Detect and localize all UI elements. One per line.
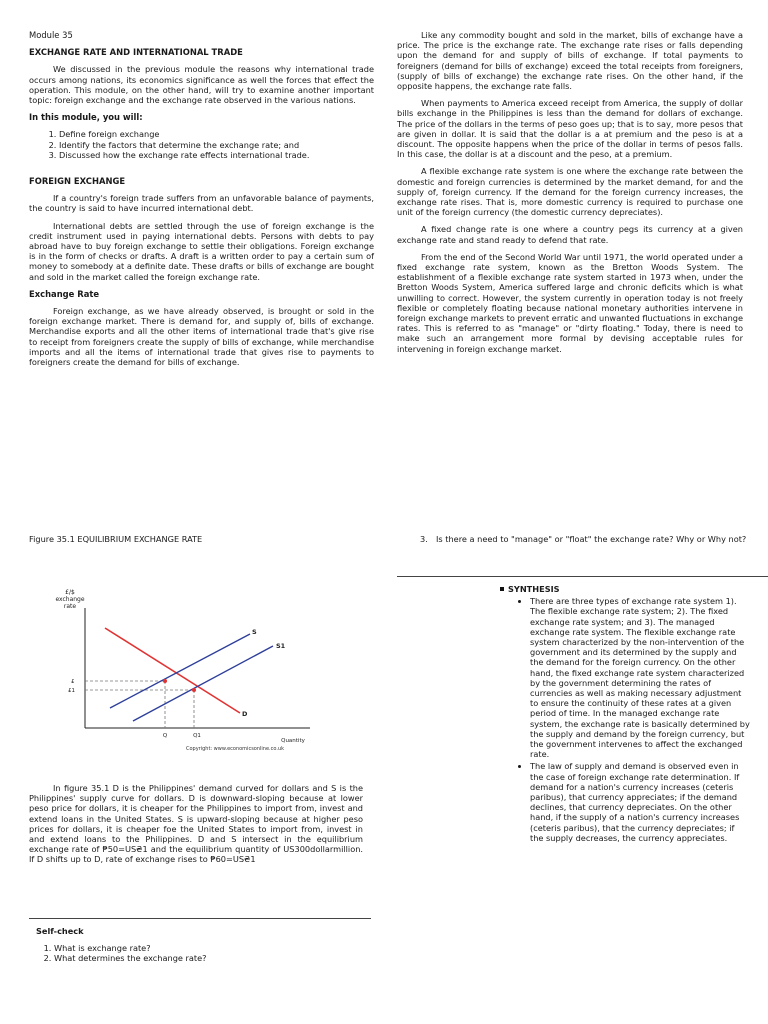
tick-label-p: £ xyxy=(71,679,75,685)
equilibrium-point-1 xyxy=(163,679,167,683)
label-d: D xyxy=(242,710,248,718)
self-check-title: Self-check xyxy=(36,926,84,936)
intro-paragraph: We discussed in the previous module the reasons why international trade occurs among nations, its economics significance as well the forces that effect the operation. This module, on the other hand, will try to examine another important topic: foreign exchange and the exchange rate observed in the various nations. xyxy=(29,64,374,106)
objective-item: 2. Identify the factors that determine the exchange rate; and xyxy=(59,140,374,150)
right-paragraph-1: Like any commodity bought and sold in the market, bills of exchange have a price. The price is the exchange rate. The exchange rate rises or falls depending upon the demand for and supply of bills of exchange. If total payments to foreigners (demand for bills of exchange) exceed the total receipts from foreigners, (supply of bills of exchange) the exchange rate rises. On the other hand, if the opposite happens, the exchange rate falls. xyxy=(397,30,743,92)
bretton-woods-paragraph: From the end of the Second World War until 1971, the world operated under a fixed exchange rate system, known as the Bretton Woods System. The establishment of a flexible exchange rate system started in 1973 when, under the Bretton Woods System, America suffered large and chronic deficits which is what unwilling to correct. However, the system currently in operation today is not freely flexible or completely floating because national monetary authorities intervene in foreign exchange markets to prevent erratic and unwanted fluctuations in exchange rates. This is referred to as "manage" or "dirty floating." Today, there is need to make such an arrangement more formal by devising acceptable rules for intervening in foreign exchange market. xyxy=(397,251,743,354)
divider-left xyxy=(29,918,371,919)
y-axis-label-2: exchange xyxy=(55,596,85,603)
y-axis-label-1: £/$ xyxy=(65,589,75,596)
label-s: S xyxy=(252,628,257,636)
synthesis-section xyxy=(500,584,750,845)
tick-label-q: Q xyxy=(162,733,168,739)
self-check-question: 2. What determines the exchange rate? xyxy=(54,953,366,963)
synthesis-title-text: SYNTHESIS xyxy=(508,584,560,594)
self-check-question: 1. What is exchange rate? xyxy=(54,943,366,953)
right-paragraph-2: When payments to America exceed receipt from America, the supply of dollar bills exchange in the Philippines is less than the demand for dollars of exchange. The price of the dollars in the terms of peso goes up; that is to say, more pesos that are given in dollar. It is said that the dollar is a at premium and the peso is at a discount. The opposite happens when the price of the dollar in terms of pesos falls. In this case, the dollar is at a discount and the peso, at a premium. xyxy=(397,98,743,160)
module-number: Module 35 xyxy=(29,30,73,40)
square-bullet-icon xyxy=(500,587,504,591)
equilibrium-chart xyxy=(45,588,325,768)
fx-paragraph-1: If a country's foreign trade suffers from an unfavorable balance of payments, the country is said to have incurred international debt. xyxy=(29,193,374,214)
supply-curve-s1 xyxy=(133,646,273,721)
foreign-exchange-heading: FOREIGN EXCHANGE xyxy=(29,176,126,187)
question-3-text: Is there a need to "manage" or "float" the exchange rate? Why or Why not? xyxy=(436,534,747,544)
label-s1: S1 xyxy=(276,642,286,650)
module-title: EXCHANGE RATE AND INTERNATIONAL TRADE xyxy=(29,47,243,58)
objectives-list xyxy=(29,129,374,160)
divider-right xyxy=(397,576,768,577)
figure-explanation-text: In figure 35.1 D is the Philippines' demand curved for dollars and S is the Philippines' supply curve for dollars. D is downward-sloping because at lower peso price for dollars, it is cheaper for the Philippines to import from, invest and extend loans in the United States. S is upward-sloping because at higher peso prices for dollars, it is cheaper foe the United States to import from, invest in and extend loans to the Philippines. D and S intersect in the equilibrium exchange rate of ₱50=US₴1 and the equilibrium quantity of US300dollarmillion. If D shifts up to D, rate of exchange rises to ₱60=US₴1 xyxy=(29,783,363,865)
left-column xyxy=(29,30,374,374)
y-axis-label-3: rate xyxy=(63,603,77,610)
right-column xyxy=(397,30,743,361)
objective-item: 1. Define foreign exchange xyxy=(59,129,374,139)
synthesis-bullet: • The law of supply and demand is observed even in the case of foreign exchange rate determination. If demand for a nation's currency increases (ceteris paribus), that currency appreciates; if the demand declines, that currency depreciates. On the other hand, if the supply of a nation's currency increases (ceteris paribus), that the currency depreciates; if the supply decreases, the currency appreciates. xyxy=(530,761,750,843)
synthesis-bullet: • There are three types of exchange rate system 1). The flexible exchange rate system; 2). The fixed exchange rate system; and 3). The managed exchange rate system. The flexible exchange rate system characterized by the non-intervention of the government and its determined by the supply and the demand for the foreign currency. On the other hand, the fixed exchange rate system characterized by the government determining the rates of currencies as well as making necessary adjustment to ensure the continuity of these rates at a given period of time. In the managed exchange rate system, the exchange rate is basically determined by the supply and demand by the foreign currency, but the government intervenes to affect the exchanged rate. xyxy=(530,596,750,759)
question-3-number: 3. xyxy=(420,534,428,544)
tick-label-q1: Q1 xyxy=(193,733,201,739)
objectives-heading: In this module, you will: xyxy=(29,112,143,123)
question-3 xyxy=(420,534,750,544)
exchange-rate-paragraph: Foreign exchange, as we have already observed, is brought or sold in the foreign exchange market. There is demand for, and supply of, bills of exchange. Merchandise exports and all the other items of international trade that's give rise to receipt from foreigners create the supply of bills of exchange, while merchandise imports and all the items of international trade that gives rise to payments to foreigners create the demand for bills of exchange. xyxy=(29,306,374,368)
fx-paragraph-2: International debts are settled through the use of foreign exchange is the credit instrument used in paying international debts. Persons with debts to pay abroad have to buy foreign exchange to settle their obligations. Foreign exchange is in the form of checks or drafts. A draft is a written order to pay a certain sum of money to somebody at a definite date. These drafts or bills of exchange are bought and sold in the market called the foreign exchange rate. xyxy=(29,220,374,282)
x-axis-label: Quantity xyxy=(281,738,305,744)
fixed-rate-paragraph: A fixed change rate is one where a country pegs its currency at a given exchange rate and stand ready to defend that rate. xyxy=(397,224,743,245)
flexible-rate-paragraph: A flexible exchange rate system is one where the exchange rate between the domestic and foreign currencies is determined by the market demand, for and the supply of, foreign currency. If the demand for the foreign currency increases, the exchange rate rises. That is, more domestic currency is required to purchase one unit of the foreign currency (the domestic currency depreciates). xyxy=(397,166,743,218)
exchange-rate-heading: Exchange Rate xyxy=(29,288,100,299)
tick-label-p1: £1 xyxy=(68,688,75,694)
objective-item: 3. Discussed how the exchange rate effects international trade. xyxy=(59,150,374,160)
synthesis-title xyxy=(500,584,750,594)
chart-copyright: Copyright: www.economicsonline.co.uk xyxy=(185,746,285,752)
figure-explanation xyxy=(29,783,363,872)
synthesis-list xyxy=(500,596,750,843)
self-check-list xyxy=(36,943,366,963)
equilibrium-point-2 xyxy=(192,688,196,692)
figure-caption: Figure 35.1 EQUILIBRIUM EXCHANGE RATE xyxy=(29,534,203,544)
self-check xyxy=(36,926,366,964)
